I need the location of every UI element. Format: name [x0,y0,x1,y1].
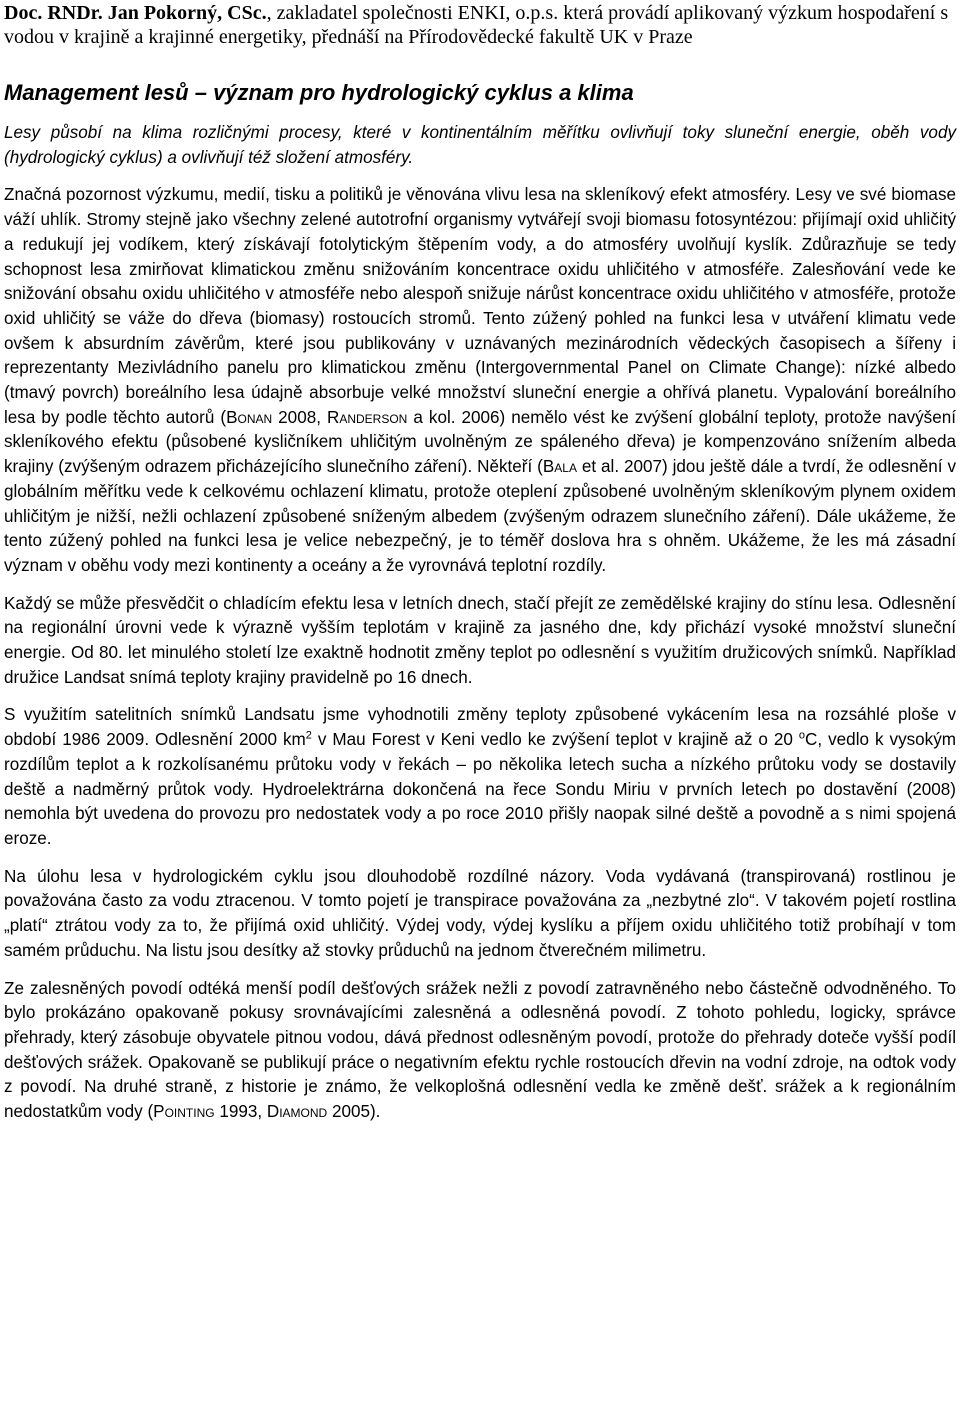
paragraph-catchments [4,977,956,1125]
paragraph-text: S využitím satelitních snímků Landsatu jsme vyhodnotili změny teploty způsobené vykácením lesa na rozsáhlé ploše v období 1986 2009. Odlesnění 2000 km [4,705,956,750]
author-header [4,0,956,49]
paragraph-text: 2008, [272,407,327,427]
article-body [4,121,956,1125]
paragraph-text: Ze zalesněných povodí odtéká menší podíl dešťových srážek nežli z povodí zatravněného nebo částečně odvodněného. To bylo prokázáno opakovaně pokusy srovnávajícími zalesněná a odlesněná povodí. Z tohoto pohledu, logicky, správce přehrady, který zásobuje obyvatele pitnou vodou, dává přednost odlesněným povodí, protože do přehrady doteče vyšší podíl dešťových srážek. Opakovaně se publikují práce o negativním efektu rychle rostoucích dřevin na vodní zdroje, na odtok vody z povodí. Na druhé straně, z historie je známo, že velkoplošná odlesnění vedla ke změně dešť. srážek a k regionálním nedostatkům vody ( [4,978,956,1122]
paragraph-transpiration: Na úlohu lesa v hydrologickém cyklu jsou dlouhodobě rozdílné názory. Voda vydávaná (transpirovaná) rostlinou je považována často za vodu ztracenou. V tomto pojetí je transpirace považována za „nezbytné zlo“. V takovém pojetí rostlina „platí“ ztrátou vody za to, že přijímá oxid uhličitý. Výdej vody, výdej kyslíku a příjem oxidu uhličitého totiž probíhají v tom samém průduchu. Na listu jsou desítky až stovky průduchů na jednom čtverečném milimetru. [4,866,956,960]
article-title: Management lesů – význam pro hydrologický cyklus a klima [4,80,634,105]
paragraph-landsat [4,703,956,851]
paragraph-text: a kol. 2006) nemělo vést ke zvýšení globální teploty, protože navýšení skleníkového efektu (působené kysličníkem uhličitým uvolněným ze spáleného dřeva) je kompenzováno snížením albeda krajiny (zvýšeným odrazem přicházejícího slunečního záření). Někteří ( [4,407,956,477]
author-name: Doc. RNDr. Jan Pokorný, CSc. [4,2,267,24]
superscript-degree: o [798,729,806,742]
paragraph-text: C, vedlo k vysokým rozdílům teplot a k rozkolísanému průtoku vody v řekách – po několika letech sucha a nízkého průtoku vody se dostavily deště a nadměrný průtok vody. Hydroelektrárna dokončená na řece Sondu Miriu v prvních letech po dostavění (2008) nemohla být uvedena do provozu pro nedostatek vody a po roce 2010 přišly naopak silné deště a povodně a s nimi spojená eroze. [4,730,957,848]
paragraph-carbon [4,183,956,578]
document-page [4,0,956,1125]
paragraph-intro: Lesy působí na klima rozličnými procesy, které v kontinentálním měřítku ovlivňují toky sluneční energie, oběh vody (hydrologický cyklus) a ovlivňují též složení atmosféry. [4,123,956,167]
citation-bonan: Bonan [226,407,273,427]
paragraph-text: 1993, [214,1102,267,1122]
paragraph-text: et al. 2007) jdou ještě dále a tvrdí, že odlesnění v globálním měřítku vede k celkovému ochlazení klimatu, protože oteplení způsobené uvolněným skleníkovým plynem oxidem uhličitým je nižší, nežli ochlazení způsobené sníženým albedem (zvýšeným odrazem slunečního záření). Dále ukážeme, že tento zúžený pohled na funkci lesa je velice nebezpečný, je to téměř doslova hra s ohněm. Ukážeme, že les má zásadní význam v oběhu vody mezi kontinenty a oceány a že vyrovnává teplotní rozdíly. [4,457,956,575]
superscript-squared: 2 [305,729,312,742]
citation-bala: Bala [542,457,577,477]
citation-pointing: Pointing [153,1102,215,1122]
author-affiliation: , zakladatel společnosti ENKI, o.p.s. která provádí aplikovaný výzkum hospodaření s vodou v krajině a krajinné energetiky, přednáší na Přírodovědecké fakultě UK v Praze [4,2,949,48]
citation-randerson: Randerson [326,407,408,427]
paragraph-text: Značná pozornost výzkumu, medií, tisku a politiků je věnována vlivu lesa na skleníkový efekt atmosféry. Lesy ve své biomase váží uhlík. Stromy stejně jako všechny zelené autotrofní organismy vytvářejí svoji biomasu fotosyntézou: přijímají oxid uhličitý a redukují jej vodíkem, který získávají fotolytickým štěpením vody, a do atmosféry uvolňují kyslík. Zdůrazňuje se tedy schopnost lesa zmirňovat klimatickou změnu snižováním koncentrace oxidu uhličitého v atmosféře. Zalesňování vede ke snižování obsahu oxidu uhličitého v atmosféře nebo alespoň snižuje nárůst koncentrace oxidu uhličitého v atmosféře, protože oxid uhličitý se váže do dřeva (biomasy) rostoucích stromů. Tento zúžený pohled na funkci lesa v utváření klimatu vede ovšem k absurdním závěrům, které jsou publikovány v uznávaných mezinárodních vědeckých časopisech a šířeny i reprezentanty Mezivládního panelu pro klimatickou změnu (Intergovernmental Panel on Climate Change): nízké albedo (tmavý povrch) boreálního lesa údajně absorbuje velké množství sluneční energie a ohřívá planetu. Vypalování boreálního lesa by podle těchto autorů ( [4,185,956,427]
paragraph-cooling: Každý se může přesvědčit o chladícím efektu lesa v letních dnech, stačí přejít ze zemědělské krajiny do stínu lesa. Odlesnění na regionální úrovni vede k výrazně vyšším teplotám v krajině za jasného dne, kdy přichází vysoké množství sluneční energie. Od 80. let minulého století lze exaktně hodnotit změny teplot po odlesnění s využitím družicových snímků. Například družice Landsat snímá teploty krajiny pravidelně po 16 dnech. [4,593,956,687]
paragraph-text: 2005). [327,1102,381,1122]
citation-diamond: Diamond [266,1102,328,1122]
paragraph-text: v Mau Forest v Keni vedlo ke zvýšení teplot v krajině až o 20 [311,730,799,750]
